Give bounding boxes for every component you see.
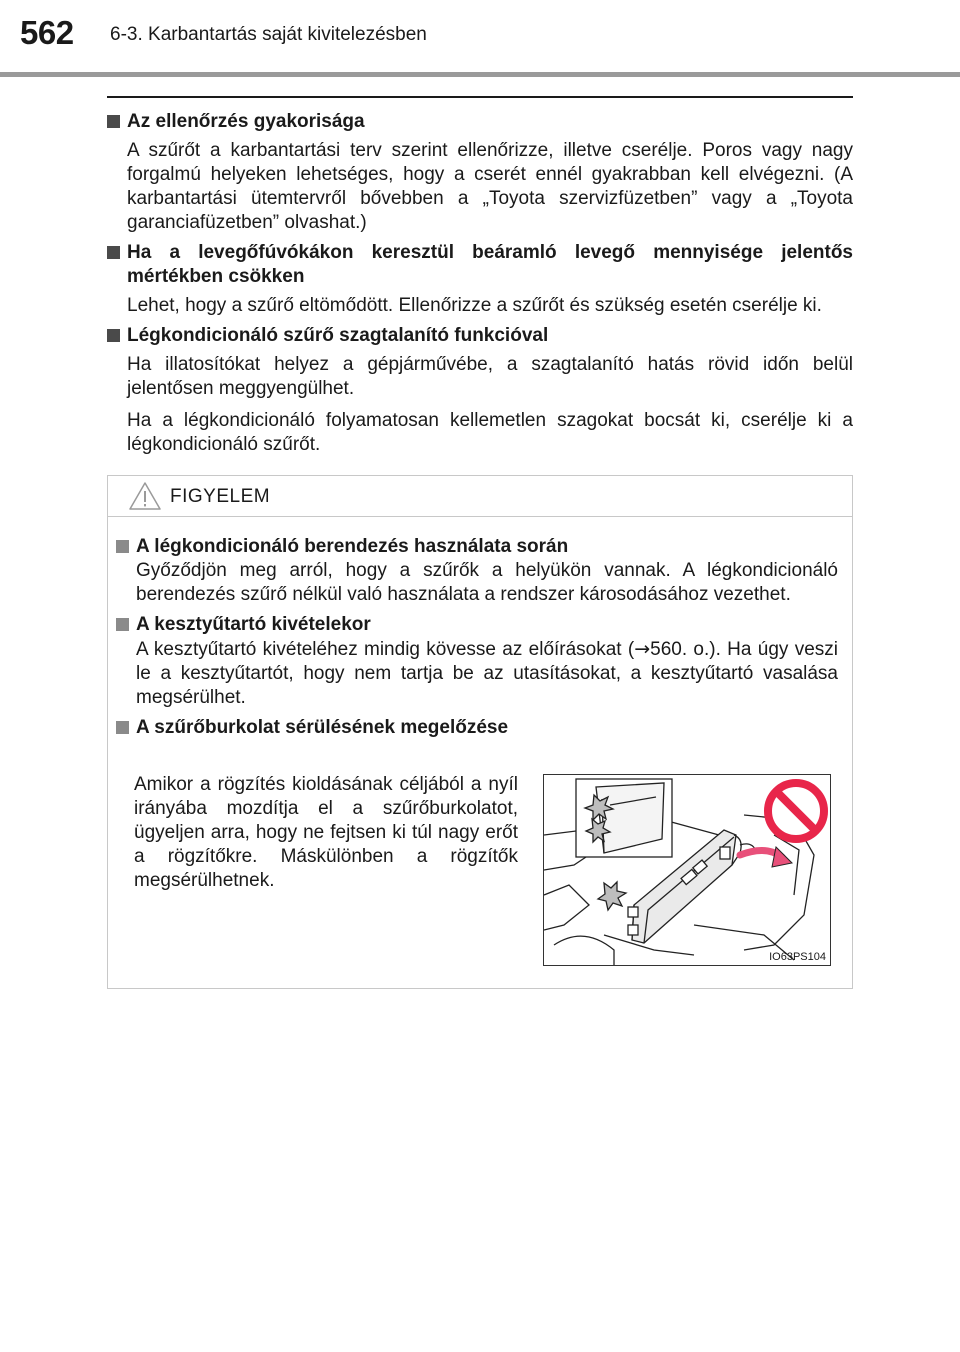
- bullet-square-icon: [116, 618, 129, 631]
- section-deodorizing: [107, 324, 853, 457]
- warning-item-text: Győződjön meg arról, hogy a szűrők a helyükön vannak. A légkondicionáló berendezés szűrő nélkül való használata a rendszer károsodásához vezethet.: [136, 560, 838, 605]
- bullet-square-icon: [107, 329, 120, 342]
- warning-title: FIGYELEM: [170, 486, 271, 507]
- arrow-right-icon: →: [634, 638, 651, 660]
- warning-body: [114, 535, 838, 746]
- section-heading: Az ellenőrzés gyakorisága: [107, 110, 853, 134]
- chapter-title: 6-3. Karbantartás saját kivitelezésben: [110, 24, 427, 45]
- bullet-square-icon: [116, 721, 129, 734]
- section-heading: Légkondicionáló szűrő szagtalanító funkcióval: [107, 324, 853, 348]
- main-content: [107, 106, 853, 463]
- filter-cover-illustration: [543, 774, 831, 966]
- header-bar: [0, 72, 960, 77]
- warning-item: [114, 613, 838, 710]
- warning-box: [107, 475, 853, 989]
- warning-item-text: A kesztyűtartó kivételéhez mindig kövesse az előírásokat (→560. o.). Ha úgy veszi le a kesztyűtartót, hogy nem tartja be az utasításokat, a kesztyűtartó vasalása megsérülhet.: [136, 638, 838, 708]
- figure-code: IO63PS104: [769, 951, 826, 963]
- bullet-square-icon: [107, 115, 120, 128]
- figure-caption-text: Amikor a rögzítés kioldásának céljából a nyíl irányába mozdítja el a szűrőburkolatot, ügyeljen arra, hogy ne fejtsen ki túl nagy erőt a rögzítőkre. Máskülönben a rögzítők megsérülhetnek.: [134, 774, 518, 891]
- warning-item: [114, 535, 838, 607]
- warning-header: [108, 476, 852, 517]
- warning-triangle-icon: [128, 481, 162, 511]
- filter-cover-drawing: [544, 775, 830, 965]
- warning-item-heading: A légkondicionáló berendezés használata során: [114, 535, 838, 559]
- top-rule: [107, 96, 853, 98]
- warning-item-heading: A kesztyűtartó kivételekor: [114, 613, 838, 637]
- bullet-square-icon: [116, 540, 129, 553]
- section-heading: Ha a levegőfúvókákon keresztül beáramló levegő mennyisége jelentős mértékben csökken: [107, 241, 853, 289]
- warning-item-heading: A szűrőburkolat sérülésének megelőzése: [114, 716, 838, 740]
- section-airflow: [107, 241, 853, 318]
- paragraph: A szűrőt a karbantartási terv szerint ellenőrizze, illetve cserélje. Poros vagy nagy forgalmú helyeken lehetséges, hogy a cserét ennél gyakrabban kell elvégezni. (A karbantartási ütemtervről bővebben a „Toyota szervizfüzetben” vagy a „Toyota garanciafüzetben” olvashat.): [127, 140, 853, 233]
- paragraph: Ha illatosítókat helyez a gépjárművébe, a szagtalanító hatás rövid időn belül jelentősen meggyengülhet.: [127, 354, 853, 399]
- section-frequency: [107, 110, 853, 235]
- paragraph: Lehet, hogy a szűrő eltömődött. Ellenőrizze a szűrőt és szükség esetén cserélje ki.: [127, 295, 822, 316]
- warning-item: [114, 716, 838, 740]
- prohibited-icon: [768, 783, 824, 839]
- paragraph: Ha a légkondicionáló folyamatosan kellemetlen szagokat bocsát ki, cserélje ki a légkondicionáló szűrőt.: [127, 410, 853, 455]
- bullet-square-icon: [107, 246, 120, 259]
- page-number: 562: [20, 14, 74, 51]
